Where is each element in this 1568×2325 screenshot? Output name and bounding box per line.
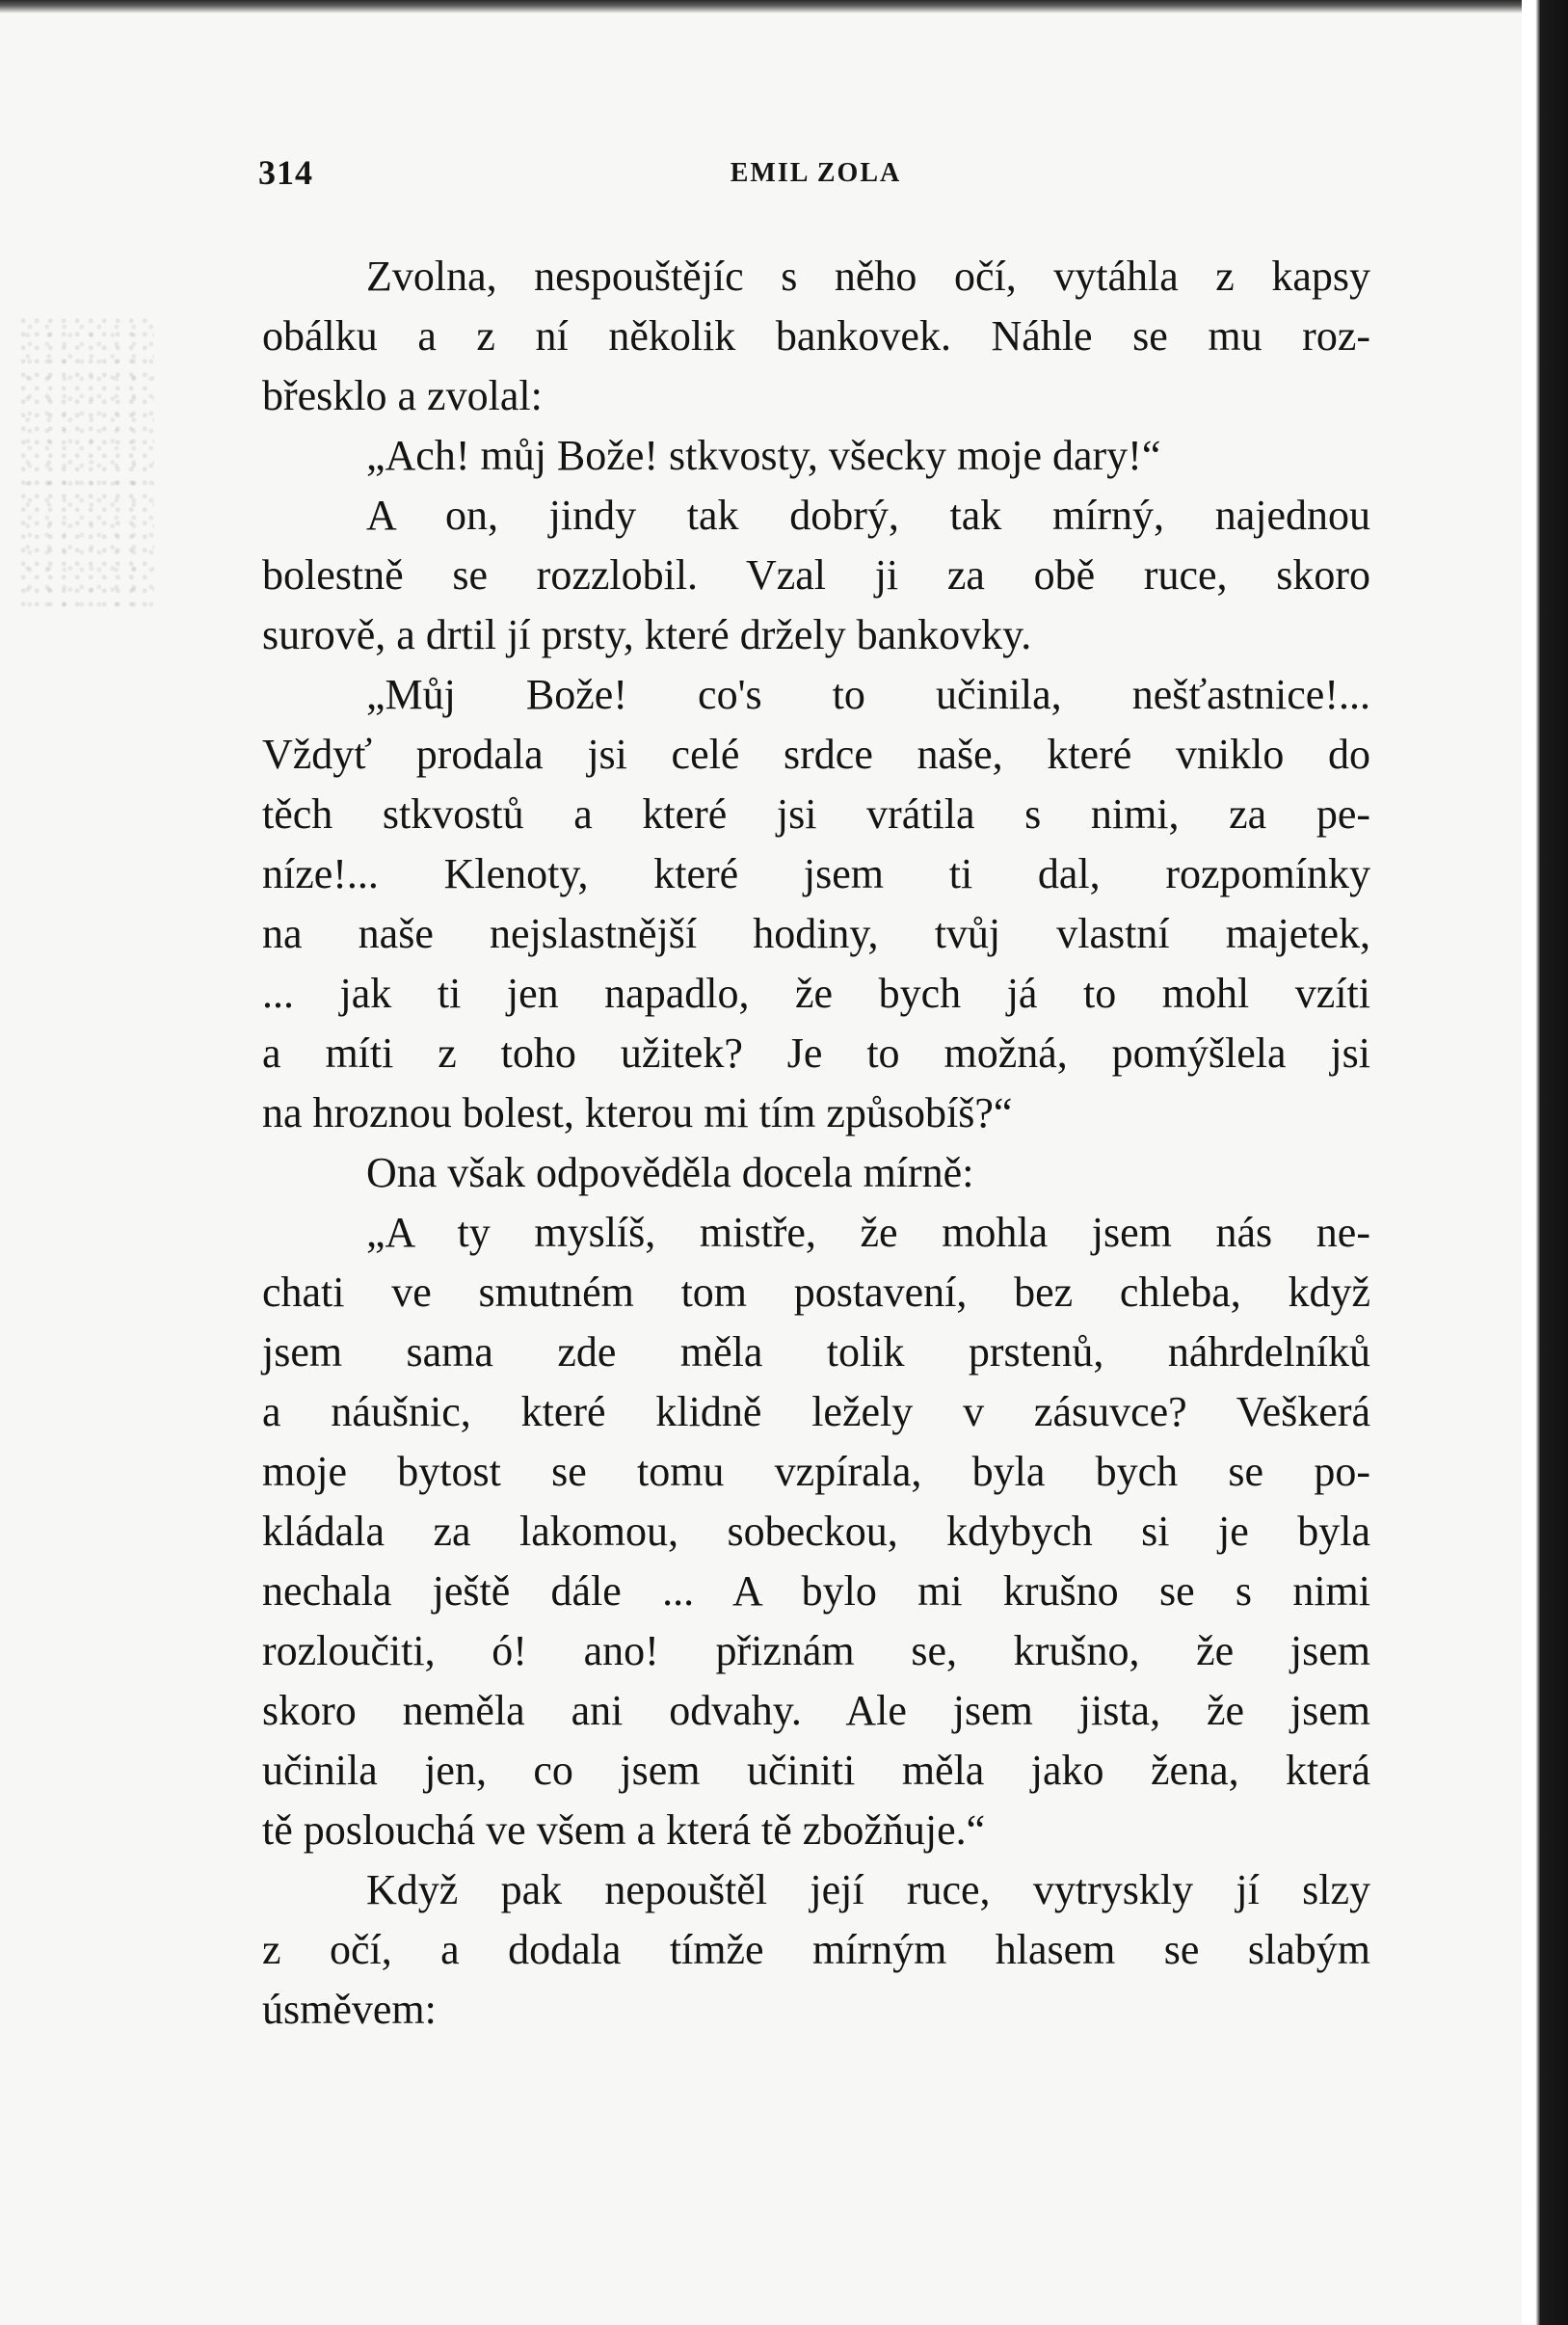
text-line: surově, a drtil jí prsty, které držely bankovky. bbox=[262, 611, 1032, 658]
text-line: z očí, a dodala tímže mírným hlasem se slabým bbox=[262, 1926, 1370, 1973]
text-line: jsem sama zde měla tolik prstenů, náhrdelníků bbox=[262, 1328, 1370, 1376]
text-line: Vždyť prodala jsi celé srdce naše, které vniklo do bbox=[262, 731, 1370, 778]
scan-edge-top bbox=[0, 0, 1568, 13]
text-line: učinila jen, co jsem učiniti měla jako žena, která bbox=[262, 1747, 1370, 1794]
text-line: a náušnic, které klidně ležely v zásuvce? Veškerá bbox=[262, 1388, 1370, 1435]
text-line: nechala ještě dále ... A bylo mi krušno se s nimi bbox=[262, 1567, 1370, 1615]
text-line: obálku a z ní několik bankovek. Náhle se mu roz- bbox=[262, 312, 1370, 360]
text-line: „A ty myslíš, mistře, že mohla jsem nás ne- bbox=[366, 1209, 1370, 1256]
text-line: Zvolna, nespouštějíc s něho očí, vytáhla z kapsy bbox=[366, 253, 1370, 300]
text-line: níze!... Klenoty, které jsem ti dal, rozpomínky bbox=[262, 850, 1370, 897]
text-line: břesklo a zvolal: bbox=[262, 372, 543, 419]
text-line: Ona však odpověděla docela mírně: bbox=[366, 1149, 974, 1196]
scan-edge-right bbox=[1522, 0, 1568, 2325]
text-line: A on, jindy tak dobrý, tak mírný, najednou bbox=[366, 492, 1370, 539]
text-line: rozloučiti, ó! ano! přiznám se, krušno, že jsem bbox=[262, 1627, 1370, 1674]
text-line: a míti z toho užitek? Je to možná, pomýšlela jsi bbox=[262, 1029, 1370, 1077]
running-head: EMIL ZOLA bbox=[730, 158, 902, 188]
text-line: kládala za lakomou, sobeckou, kdybych si je byla bbox=[262, 1508, 1370, 1555]
body-text bbox=[262, 247, 1370, 2040]
text-line: těch stkvostů a které jsi vrátila s nimi, za pe- bbox=[262, 790, 1370, 838]
text-line: chati ve smutném tom postavení, bez chleba, když bbox=[262, 1269, 1370, 1316]
text-line: tě poslouchá ve všem a která tě zbožňuje.“ bbox=[262, 1806, 986, 1854]
text-line: skoro neměla ani odvahy. Ale jsem jista, že jsem bbox=[262, 1687, 1370, 1734]
text-line: „Můj Bože! co's to učinila, nešťastnice!... bbox=[366, 671, 1370, 718]
text-line: moje bytost se tomu vzpírala, byla bych se po- bbox=[262, 1448, 1370, 1495]
text-line: bolestně se rozzlobil. Vzal ji za obě ruce, skoro bbox=[262, 551, 1370, 599]
text-line: ... jak ti jen napadlo, že bych já to mohl vzíti bbox=[262, 970, 1370, 1017]
text-line: úsměvem: bbox=[262, 1986, 437, 2033]
text-line: na hroznou bolest, kterou mi tím způsobíš?“ bbox=[262, 1089, 1013, 1136]
paper-stain bbox=[19, 318, 154, 607]
text-line: na naše nejslastnější hodiny, tvůj vlastní majetek, bbox=[262, 910, 1370, 957]
page-number: 314 bbox=[258, 153, 313, 192]
text-line: Když pak nepouštěl její ruce, vytryskly jí slzy bbox=[366, 1866, 1370, 1913]
page-header bbox=[258, 152, 1373, 195]
text-line: „Ach! můj Bože! stkvosty, všecky moje dary!“ bbox=[366, 432, 1161, 479]
